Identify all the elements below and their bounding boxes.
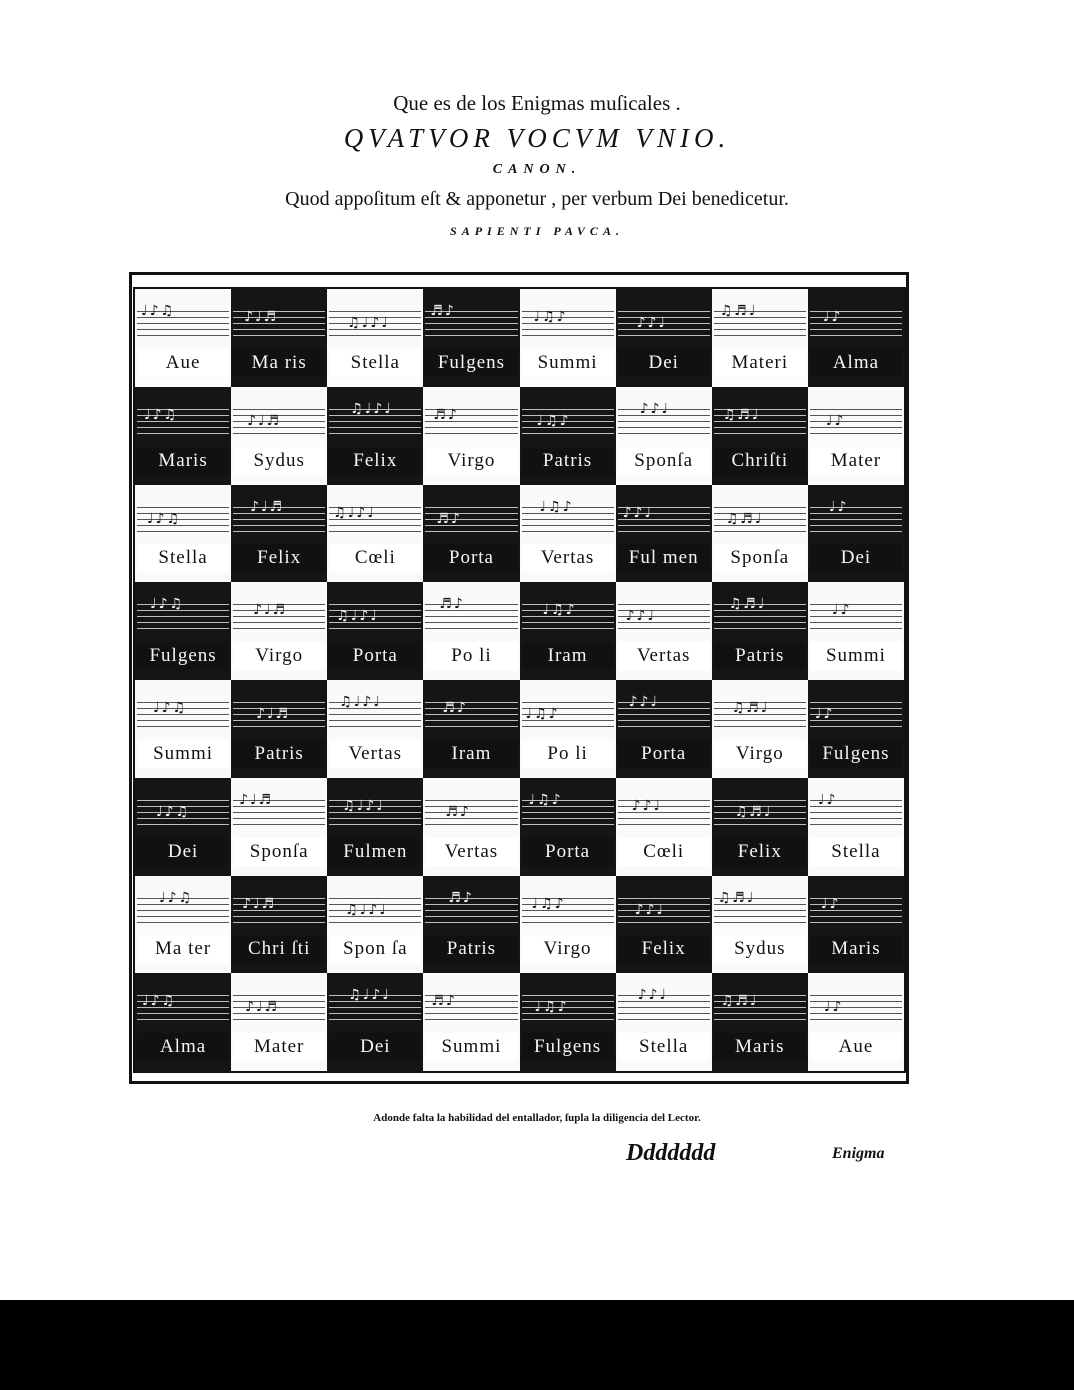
cell-word: Summi bbox=[425, 1033, 517, 1061]
music-notes-icon: ♬♪ bbox=[448, 889, 474, 906]
cell-word: Porta bbox=[329, 642, 421, 670]
board-cell bbox=[423, 289, 519, 387]
music-notes-icon: ♩♫♪ bbox=[542, 602, 577, 619]
footer-note: Adonde falta la habilidad del entallador, ſupla la diligencia del Lector. bbox=[373, 1112, 701, 1124]
music-notes-icon: ♩♫♪ bbox=[539, 498, 574, 515]
music-notes-icon: ♪♪♩ bbox=[639, 400, 671, 417]
music-staff bbox=[425, 702, 517, 732]
music-notes-icon: ♩♪ bbox=[817, 791, 838, 808]
music-notes-icon: ♩♫♪ bbox=[525, 706, 560, 722]
music-notes-icon: ♫♬♩ bbox=[720, 993, 759, 1010]
cell-word: Chri ſti bbox=[233, 935, 325, 963]
board-cell bbox=[135, 680, 231, 778]
music-notes-icon: ♫♩♪♩ bbox=[348, 987, 391, 1004]
music-notes-icon: ♪♪♩ bbox=[628, 694, 660, 710]
board-cell bbox=[520, 876, 616, 974]
cell-word: Stella bbox=[137, 544, 229, 572]
header-line-1: Que es de los Enigmas muſicales . bbox=[393, 91, 681, 115]
music-notes-icon: ♩♫♪ bbox=[536, 412, 571, 429]
cell-word: Cœli bbox=[618, 838, 710, 866]
music-notes-icon: ♪♪♩ bbox=[625, 608, 657, 625]
board-cell bbox=[327, 680, 423, 778]
board-cell bbox=[231, 289, 327, 387]
music-notes-icon: ♪♩♬ bbox=[253, 602, 288, 619]
cell-word: Materi bbox=[714, 349, 806, 377]
cell-word: Stella bbox=[810, 838, 902, 866]
music-notes-icon: ♫♬♩ bbox=[731, 700, 770, 716]
board-cell bbox=[712, 289, 808, 387]
board-cell bbox=[616, 680, 712, 778]
cell-word: Dei bbox=[329, 1033, 421, 1061]
header-line-3: CANON. bbox=[492, 162, 582, 177]
music-notes-icon: ♬♪ bbox=[439, 596, 465, 613]
cell-word: Dei bbox=[618, 349, 710, 377]
cell-word: Po li bbox=[425, 642, 517, 670]
cell-word: Fulgens bbox=[425, 349, 517, 377]
board-cell bbox=[231, 973, 327, 1071]
music-notes-icon: ♫♬♩ bbox=[719, 303, 758, 319]
board-cell bbox=[231, 680, 327, 778]
board-cell bbox=[327, 778, 423, 876]
music-notes-icon: ♩♪♫ bbox=[156, 803, 191, 820]
music-notes-icon: ♩♪ bbox=[822, 309, 843, 325]
cell-word: Virgo bbox=[522, 935, 614, 963]
music-notes-icon: ♫♩♪♩ bbox=[333, 504, 376, 521]
music-notes-icon: ♩♪♫ bbox=[153, 700, 188, 716]
cell-word: Fulgens bbox=[810, 740, 902, 768]
music-notes-icon: ♪♩♬ bbox=[247, 412, 282, 429]
music-notes-icon: ♩♪ bbox=[825, 412, 846, 429]
cell-word: Mater bbox=[810, 447, 902, 475]
board-cell bbox=[808, 582, 904, 680]
board-cell bbox=[808, 485, 904, 583]
board-cell bbox=[808, 973, 904, 1071]
bottom-bar bbox=[0, 1300, 1074, 1390]
music-notes-icon: ♩♪ bbox=[820, 895, 841, 912]
board-cell bbox=[808, 387, 904, 485]
music-notes-icon: ♩♪♫ bbox=[141, 303, 176, 319]
music-notes-icon: ♩♫♪ bbox=[528, 791, 563, 808]
music-staff bbox=[810, 604, 902, 634]
cell-word: Patris bbox=[714, 642, 806, 670]
board-cell bbox=[520, 582, 616, 680]
cell-word: Aue bbox=[137, 349, 229, 377]
enigma-letters: Ddddddd bbox=[626, 1140, 716, 1166]
cell-word: Sponſa bbox=[233, 838, 325, 866]
music-notes-icon: ♪♩♬ bbox=[242, 895, 277, 912]
music-notes-icon: ♫♬♩ bbox=[717, 889, 756, 906]
header-line-4: Quod appoſitum eſt & apponetur , per verbum Dei benedicetur. bbox=[285, 188, 789, 210]
music-notes-icon: ♬♪ bbox=[442, 700, 468, 716]
cell-word: Ma ter bbox=[137, 935, 229, 963]
board-cell bbox=[135, 778, 231, 876]
cell-word: Mater bbox=[233, 1033, 325, 1061]
music-notes-icon: ♪♪♩ bbox=[637, 987, 669, 1004]
music-notes-icon: ♬♪ bbox=[431, 993, 457, 1010]
board-cell bbox=[327, 289, 423, 387]
board-cell bbox=[231, 778, 327, 876]
board-cell bbox=[808, 289, 904, 387]
music-notes-icon: ♩♪♫ bbox=[159, 889, 194, 906]
cell-word: Stella bbox=[329, 349, 421, 377]
music-notes-icon: ♩♫♪ bbox=[534, 999, 569, 1016]
music-notes-icon: ♩♪♫ bbox=[147, 510, 182, 527]
music-notes-icon: ♪♩♬ bbox=[244, 309, 279, 325]
music-notes-icon: ♫♬♩ bbox=[722, 406, 761, 423]
cell-word: Maris bbox=[714, 1033, 806, 1061]
board-cell bbox=[135, 582, 231, 680]
board-cell bbox=[423, 876, 519, 974]
music-notes-icon: ♬♪ bbox=[436, 510, 462, 527]
music-staff bbox=[810, 507, 902, 537]
cell-word: Alma bbox=[810, 349, 902, 377]
board-cell bbox=[423, 387, 519, 485]
music-notes-icon: ♪♩♬ bbox=[250, 498, 285, 515]
board-cell bbox=[808, 876, 904, 974]
music-notes-icon: ♫♩♪♩ bbox=[336, 608, 379, 625]
cell-word: Iram bbox=[522, 642, 614, 670]
music-notes-icon: ♪♪♩ bbox=[622, 504, 654, 521]
music-notes-icon: ♫♬♩ bbox=[728, 596, 767, 613]
cell-word: Felix bbox=[618, 935, 710, 963]
board-cell bbox=[616, 387, 712, 485]
music-notes-icon: ♫♩♪♩ bbox=[342, 797, 385, 814]
cell-word: Summi bbox=[137, 740, 229, 768]
music-notes-icon: ♬♪ bbox=[430, 303, 456, 319]
board-cell bbox=[616, 778, 712, 876]
board-cell bbox=[616, 876, 712, 974]
cell-word: Vertas bbox=[329, 740, 421, 768]
board-cell bbox=[616, 485, 712, 583]
cell-word: Spon ſa bbox=[329, 935, 421, 963]
music-notes-icon: ♩♫♪ bbox=[533, 309, 568, 325]
cell-word: Aue bbox=[810, 1033, 902, 1061]
board-cell bbox=[135, 289, 231, 387]
music-notes-icon: ♫♬♩ bbox=[725, 510, 764, 527]
board-cell bbox=[423, 973, 519, 1071]
cell-word: Vertas bbox=[618, 642, 710, 670]
cell-word: Alma bbox=[137, 1033, 229, 1061]
music-notes-icon: ♩♪♫ bbox=[150, 596, 185, 613]
music-notes-icon: ♪♩♬ bbox=[256, 706, 291, 722]
board-cell bbox=[712, 973, 808, 1071]
board-cell bbox=[520, 485, 616, 583]
board-cell bbox=[712, 778, 808, 876]
music-notes-icon: ♬♪ bbox=[445, 803, 471, 820]
music-staff bbox=[425, 800, 517, 830]
board-cell bbox=[423, 680, 519, 778]
board-cell bbox=[231, 387, 327, 485]
board-cell bbox=[327, 876, 423, 974]
cell-word: Felix bbox=[329, 447, 421, 475]
cell-word: Stella bbox=[618, 1033, 710, 1061]
music-notes-icon: ♫♩♪♩ bbox=[347, 315, 390, 331]
cell-word: Fulgens bbox=[137, 642, 229, 670]
cell-word: Virgo bbox=[233, 642, 325, 670]
cell-word: Maris bbox=[137, 447, 229, 475]
cell-word: Porta bbox=[522, 838, 614, 866]
cell-word: Felix bbox=[714, 838, 806, 866]
board-cell bbox=[135, 485, 231, 583]
board-cell bbox=[327, 485, 423, 583]
board-cell bbox=[423, 582, 519, 680]
cell-word: Vertas bbox=[425, 838, 517, 866]
board-cell bbox=[712, 485, 808, 583]
board-cell bbox=[712, 680, 808, 778]
header-line-2: QVATVOR VOCVM VNIO. bbox=[343, 123, 731, 153]
cell-word: Po li bbox=[522, 740, 614, 768]
cell-word: Sponſa bbox=[618, 447, 710, 475]
board-cell bbox=[327, 387, 423, 485]
board-cell bbox=[712, 582, 808, 680]
cell-word: Porta bbox=[618, 740, 710, 768]
cell-word: Virgo bbox=[425, 447, 517, 475]
cell-word: Ma ris bbox=[233, 349, 325, 377]
board-cell bbox=[712, 387, 808, 485]
music-notes-icon: ♪♩♬ bbox=[239, 791, 274, 808]
music-notes-icon: ♪♪♩ bbox=[634, 901, 666, 918]
cell-word: Ful men bbox=[618, 544, 710, 572]
music-notes-icon: ♫♬♩ bbox=[734, 803, 773, 820]
cell-word: Dei bbox=[810, 544, 902, 572]
cell-word: Summi bbox=[522, 349, 614, 377]
board-cell bbox=[135, 387, 231, 485]
board-cell bbox=[231, 582, 327, 680]
cell-word: Maris bbox=[810, 935, 902, 963]
cell-word: Chriſti bbox=[714, 447, 806, 475]
board-cell bbox=[520, 680, 616, 778]
cell-word: Sydus bbox=[714, 935, 806, 963]
cell-word: Dei bbox=[137, 838, 229, 866]
cell-word: Felix bbox=[233, 544, 325, 572]
music-notes-icon: ♫♩♪♩ bbox=[345, 901, 388, 918]
cell-word: Patris bbox=[425, 935, 517, 963]
cell-word: Sponſa bbox=[714, 544, 806, 572]
cell-word: Sydus bbox=[233, 447, 325, 475]
music-notes-icon: ♬♪ bbox=[433, 406, 459, 423]
music-notes-icon: ♫♩♪♩ bbox=[350, 400, 393, 417]
enigma-label: Enigma bbox=[832, 1145, 885, 1162]
board-cell bbox=[616, 973, 712, 1071]
music-notes-icon: ♩♪ bbox=[823, 999, 844, 1016]
board-cell bbox=[327, 582, 423, 680]
cell-word: Patris bbox=[522, 447, 614, 475]
music-notes-icon: ♩♪ bbox=[831, 602, 852, 619]
board-cell bbox=[231, 485, 327, 583]
cell-word: Iram bbox=[425, 740, 517, 768]
board-cell bbox=[520, 778, 616, 876]
music-notes-icon: ♪♩♬ bbox=[245, 999, 280, 1016]
board-cell bbox=[135, 876, 231, 974]
board-cell bbox=[712, 876, 808, 974]
music-notes-icon: ♩♪ bbox=[828, 498, 849, 515]
board-cell bbox=[327, 973, 423, 1071]
board-cell bbox=[423, 485, 519, 583]
header-line-5: SAPIENTI PAVCA. bbox=[450, 224, 624, 238]
cell-word: Fulgens bbox=[522, 1033, 614, 1061]
board-cell bbox=[808, 680, 904, 778]
board-cell bbox=[616, 289, 712, 387]
music-staff bbox=[810, 409, 902, 439]
board-cell bbox=[231, 876, 327, 974]
music-notes-icon: ♪♪♩ bbox=[631, 797, 663, 814]
board-cell bbox=[520, 289, 616, 387]
cell-word: Vertas bbox=[522, 544, 614, 572]
music-notes-icon: ♩♪ bbox=[814, 706, 835, 722]
music-notes-icon: ♫♩♪♩ bbox=[339, 694, 382, 710]
board-cell bbox=[520, 973, 616, 1071]
cell-word: Summi bbox=[810, 642, 902, 670]
board-cell bbox=[808, 778, 904, 876]
music-notes-icon: ♪♪♩ bbox=[636, 315, 668, 331]
music-notes-icon: ♩♪♫ bbox=[144, 406, 179, 423]
cell-word: Patris bbox=[233, 740, 325, 768]
header bbox=[0, 88, 1074, 246]
canon-checkerboard bbox=[133, 287, 906, 1073]
music-notes-icon: ♩♫♪ bbox=[531, 895, 566, 912]
cell-word: Cœli bbox=[329, 544, 421, 572]
board-cell bbox=[616, 582, 712, 680]
cell-word: Porta bbox=[425, 544, 517, 572]
board-cell bbox=[423, 778, 519, 876]
cell-word: Fulmen bbox=[329, 838, 421, 866]
board-cell bbox=[135, 973, 231, 1071]
cell-word: Virgo bbox=[714, 740, 806, 768]
music-notes-icon: ♩♪♫ bbox=[142, 993, 177, 1010]
board-cell bbox=[520, 387, 616, 485]
